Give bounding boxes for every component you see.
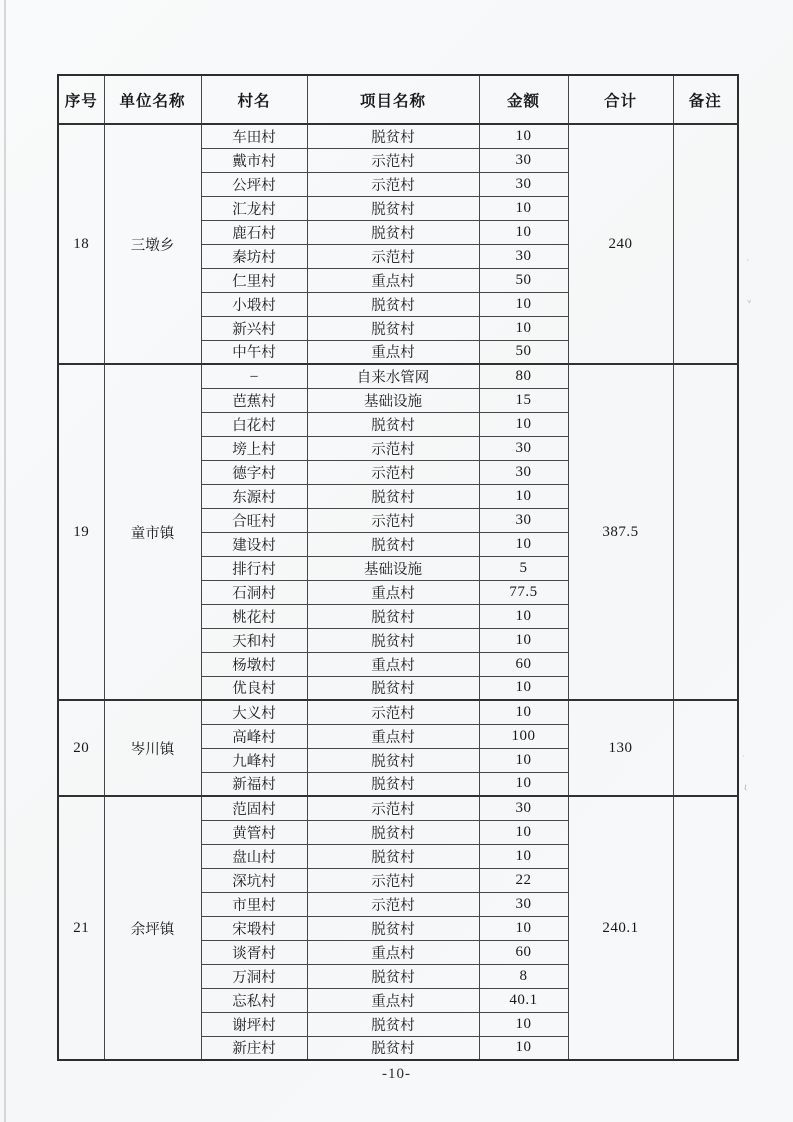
village-cell: 万洞村 [201,964,307,988]
project-cell: 脱贫村 [307,1036,479,1060]
village-cell: 高峰村 [201,724,307,748]
serial-cell: 21 [58,796,104,1060]
village-cell: 仁里村 [201,268,307,292]
village-cell: 忘私村 [201,988,307,1012]
village-cell: 桃花村 [201,604,307,628]
village-cell: 盘山村 [201,844,307,868]
total-cell: 240.1 [568,796,673,1060]
amount-cell: 10 [479,628,568,652]
village-cell: – [201,364,307,388]
funding-allocation-table [57,74,739,1061]
project-cell: 示范村 [307,796,479,820]
amount-cell: 15 [479,388,568,412]
project-cell: 脱贫村 [307,604,479,628]
amount-cell: 10 [479,676,568,700]
village-cell: 白花村 [201,412,307,436]
village-cell: 谢坪村 [201,1012,307,1036]
village-cell: 芭蕉村 [201,388,307,412]
project-cell: 脱贫村 [307,844,479,868]
amount-cell: 40.1 [479,988,568,1012]
table-row [58,796,738,820]
amount-cell: 30 [479,172,568,196]
amount-cell: 50 [479,340,568,364]
village-cell: 石洞村 [201,580,307,604]
project-cell: 示范村 [307,244,479,268]
village-cell: 范固村 [201,796,307,820]
unit-name-cell: 童市镇 [104,364,201,700]
column-header-0: 序号 [58,75,104,124]
project-cell: 示范村 [307,172,479,196]
amount-cell: 30 [479,508,568,532]
project-cell: 脱贫村 [307,676,479,700]
column-header-2: 村名 [201,75,307,124]
village-cell: 宋塅村 [201,916,307,940]
village-cell: 塝上村 [201,436,307,460]
amount-cell: 10 [479,220,568,244]
project-cell: 脱贫村 [307,196,479,220]
village-cell: 秦坊村 [201,244,307,268]
village-cell: 合旺村 [201,508,307,532]
project-cell: 重点村 [307,652,479,676]
project-cell: 示范村 [307,892,479,916]
total-cell: 240 [568,124,673,364]
amount-cell: 10 [479,532,568,556]
amount-cell: 10 [479,124,568,148]
amount-cell: 22 [479,868,568,892]
amount-cell: 10 [479,772,568,796]
amount-cell: 10 [479,412,568,436]
amount-cell: 80 [479,364,568,388]
page-number: -10- [382,1066,411,1082]
project-cell: 重点村 [307,940,479,964]
amount-cell: 10 [479,700,568,724]
scan-speck: · [744,255,751,267]
project-cell: 示范村 [307,436,479,460]
amount-cell: 10 [479,1036,568,1060]
serial-cell: 20 [58,700,104,796]
unit-name-cell: 余坪镇 [104,796,201,1060]
project-cell: 脱贫村 [307,220,479,244]
amount-cell: 30 [479,244,568,268]
column-header-1: 单位名称 [104,75,201,124]
project-cell: 脱贫村 [307,916,479,940]
column-header-5: 合计 [568,75,673,124]
table-row [58,364,738,388]
project-cell: 重点村 [307,340,479,364]
serial-cell: 19 [58,364,104,700]
village-cell: 天和村 [201,628,307,652]
village-cell: 新庄村 [201,1036,307,1060]
unit-name-cell: 岑川镇 [104,700,201,796]
amount-cell: 10 [479,196,568,220]
project-cell: 脱贫村 [307,316,479,340]
scan-speck: ι [742,781,749,794]
amount-cell: 100 [479,724,568,748]
project-cell: 脱贫村 [307,820,479,844]
amount-cell: 10 [479,484,568,508]
project-cell: 重点村 [307,268,479,292]
project-cell: 脱贫村 [307,124,479,148]
amount-cell: 10 [479,604,568,628]
amount-cell: 50 [479,268,568,292]
project-cell: 示范村 [307,148,479,172]
header-row [58,75,738,124]
amount-cell: 30 [479,148,568,172]
remark-cell [673,700,738,796]
project-cell: 脱贫村 [307,748,479,772]
amount-cell: 30 [479,796,568,820]
village-cell: 深坑村 [201,868,307,892]
scan-speck: · [742,752,745,761]
village-cell: 大义村 [201,700,307,724]
remark-cell [673,796,738,1060]
village-cell: 中午村 [201,340,307,364]
amount-cell: 10 [479,1012,568,1036]
project-cell: 脱贫村 [307,772,479,796]
remark-cell [673,124,738,364]
total-cell: 130 [568,700,673,796]
table-header [58,75,738,124]
village-cell: 九峰村 [201,748,307,772]
column-header-4: 金额 [479,75,568,124]
project-cell: 脱贫村 [307,628,479,652]
project-cell: 基础设施 [307,556,479,580]
project-cell: 脱贫村 [307,484,479,508]
total-cell: 387.5 [568,364,673,700]
village-cell: 戴市村 [201,148,307,172]
amount-cell: 10 [479,820,568,844]
project-cell: 示范村 [307,508,479,532]
table-row [58,124,738,148]
amount-cell: 60 [479,652,568,676]
amount-cell: 30 [479,436,568,460]
village-cell: 排行村 [201,556,307,580]
amount-cell: 8 [479,964,568,988]
village-cell: 黄管村 [201,820,307,844]
project-cell: 脱贫村 [307,292,479,316]
project-cell: 重点村 [307,988,479,1012]
column-header-3: 项目名称 [307,75,479,124]
project-cell: 自来水管网 [307,364,479,388]
village-cell: 新兴村 [201,316,307,340]
village-cell: 优良村 [201,676,307,700]
village-cell: 新福村 [201,772,307,796]
amount-cell: 30 [479,460,568,484]
serial-cell: 18 [58,124,104,364]
amount-cell: 10 [479,292,568,316]
village-cell: 建设村 [201,532,307,556]
village-cell: 汇龙村 [201,196,307,220]
project-cell: 示范村 [307,868,479,892]
project-cell: 示范村 [307,700,479,724]
amount-cell: 10 [479,916,568,940]
table-body [58,124,738,1060]
project-cell: 重点村 [307,724,479,748]
table-row [58,700,738,724]
village-cell: 谈胥村 [201,940,307,964]
unit-name-cell: 三墩乡 [104,124,201,364]
project-cell: 脱贫村 [307,532,479,556]
village-cell: 小塅村 [201,292,307,316]
scan-speck: ᵥ [746,292,753,307]
scan-edge-artifact [4,0,6,1122]
amount-cell: 77.5 [479,580,568,604]
village-cell: 德字村 [201,460,307,484]
village-cell: 公坪村 [201,172,307,196]
amount-cell: 60 [479,940,568,964]
amount-cell: 10 [479,844,568,868]
amount-cell: 30 [479,892,568,916]
amount-cell: 10 [479,316,568,340]
project-cell: 脱贫村 [307,1012,479,1036]
project-cell: 重点村 [307,580,479,604]
project-cell: 基础设施 [307,388,479,412]
project-cell: 脱贫村 [307,412,479,436]
amount-cell: 10 [479,748,568,772]
project-cell: 示范村 [307,460,479,484]
village-cell: 车田村 [201,124,307,148]
project-cell: 脱贫村 [307,964,479,988]
village-cell: 东源村 [201,484,307,508]
remark-cell [673,364,738,700]
village-cell: 杨墩村 [201,652,307,676]
column-header-6: 备注 [673,75,738,124]
village-cell: 市里村 [201,892,307,916]
village-cell: 鹿石村 [201,220,307,244]
amount-cell: 5 [479,556,568,580]
